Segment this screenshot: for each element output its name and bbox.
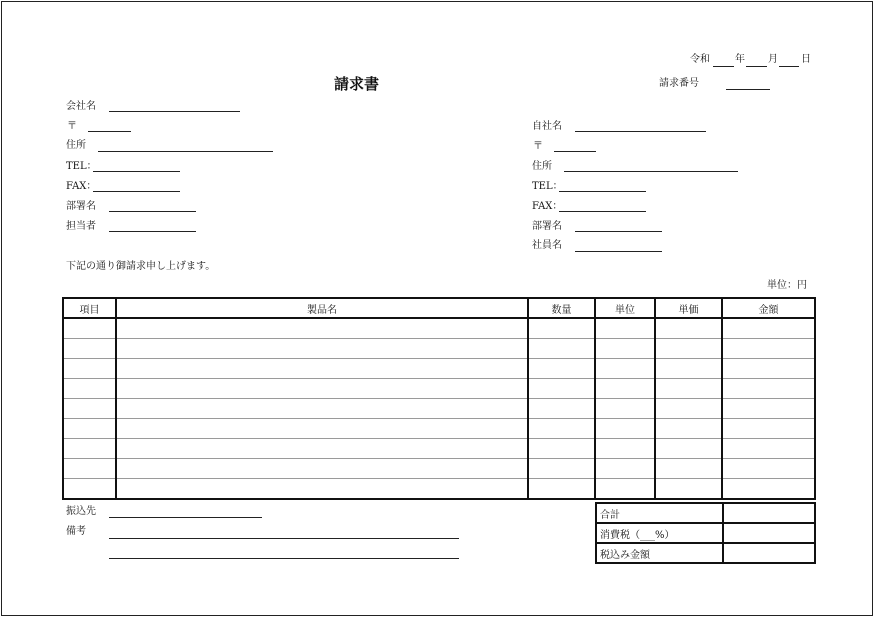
- table-cell[interactable]: [722, 359, 815, 379]
- table-cell[interactable]: [528, 479, 595, 500]
- sender-fax-field[interactable]: [559, 211, 646, 212]
- recipient-tel-label: TEL：: [66, 161, 97, 172]
- year-label: 年: [735, 54, 745, 65]
- table-cell[interactable]: [655, 399, 722, 419]
- table-cell[interactable]: [595, 479, 655, 500]
- column-header-unit: 単位: [595, 298, 655, 318]
- table-cell[interactable]: [595, 379, 655, 399]
- table-cell[interactable]: [116, 419, 528, 439]
- column-header-quantity: 数量: [528, 298, 595, 318]
- table-cell[interactable]: [63, 459, 116, 479]
- table-row: [63, 379, 815, 399]
- table-cell[interactable]: [595, 419, 655, 439]
- table-cell[interactable]: [595, 439, 655, 459]
- table-cell[interactable]: [722, 318, 815, 339]
- recipient-department-field[interactable]: [109, 211, 196, 212]
- table-row: [63, 439, 815, 459]
- sender-address-field[interactable]: [564, 171, 738, 172]
- sender-tel-label: TEL：: [532, 181, 563, 192]
- recipient-company-field[interactable]: [109, 111, 240, 112]
- recipient-fax-label: FAX：: [66, 181, 97, 192]
- table-row: [63, 359, 815, 379]
- items-table: [62, 297, 816, 500]
- table-cell[interactable]: [63, 379, 116, 399]
- table-cell[interactable]: [722, 459, 815, 479]
- sender-postal-label: 〒: [533, 141, 543, 152]
- recipient-person-field[interactable]: [109, 231, 196, 232]
- remarks-field-line-2[interactable]: [109, 558, 459, 559]
- table-cell[interactable]: [655, 439, 722, 459]
- table-cell[interactable]: [116, 399, 528, 419]
- table-cell[interactable]: [116, 339, 528, 359]
- table-row: [63, 419, 815, 439]
- subtotal-label: 合計: [596, 503, 723, 523]
- recipient-tel-field[interactable]: [93, 171, 180, 172]
- table-cell[interactable]: [528, 419, 595, 439]
- table-cell[interactable]: [63, 359, 116, 379]
- subtotal-value[interactable]: [723, 503, 815, 523]
- table-cell[interactable]: [655, 339, 722, 359]
- table-cell[interactable]: [722, 479, 815, 500]
- invoice-number-label: 請求番号: [659, 78, 699, 89]
- day-field[interactable]: [779, 66, 799, 67]
- month-field[interactable]: [746, 66, 767, 67]
- tax-row: [596, 523, 815, 543]
- table-cell[interactable]: [116, 379, 528, 399]
- sender-employee-label: 社員名: [532, 240, 562, 251]
- sender-postal-field[interactable]: [554, 151, 596, 152]
- table-cell[interactable]: [722, 379, 815, 399]
- column-header-unit-price: 単価: [655, 298, 722, 318]
- table-cell[interactable]: [528, 339, 595, 359]
- table-row: [63, 318, 815, 339]
- table-cell[interactable]: [722, 439, 815, 459]
- bank-label: 振込先: [66, 506, 96, 517]
- recipient-person-label: 担当者: [66, 221, 96, 232]
- subtotal-row: [596, 503, 815, 523]
- table-cell[interactable]: [595, 459, 655, 479]
- table-cell[interactable]: [655, 318, 722, 339]
- table-cell[interactable]: [528, 439, 595, 459]
- sender-company-field[interactable]: [575, 131, 706, 132]
- table-cell[interactable]: [595, 318, 655, 339]
- total-label: 税込み金額: [596, 543, 723, 563]
- total-value[interactable]: [723, 543, 815, 563]
- table-cell[interactable]: [722, 419, 815, 439]
- table-cell[interactable]: [116, 318, 528, 339]
- era-label: 令和: [690, 54, 710, 65]
- invoice-number-field[interactable]: [726, 89, 770, 90]
- table-row: [63, 459, 815, 479]
- recipient-postal-label: 〒: [67, 121, 77, 132]
- table-cell[interactable]: [116, 439, 528, 459]
- table-cell[interactable]: [528, 318, 595, 339]
- table-cell[interactable]: [528, 399, 595, 419]
- table-cell[interactable]: [655, 479, 722, 500]
- bank-field[interactable]: [109, 517, 262, 518]
- day-label: 日: [801, 54, 811, 65]
- sender-fax-label: FAX：: [532, 201, 563, 212]
- table-row: [63, 479, 815, 500]
- document-title: 請求書: [334, 75, 380, 93]
- sender-department-label: 部署名: [532, 221, 562, 232]
- table-cell[interactable]: [116, 459, 528, 479]
- sender-department-field[interactable]: [575, 231, 662, 232]
- column-header-amount: 金額: [722, 298, 815, 318]
- column-header-item: 項目: [63, 298, 116, 318]
- table-cell[interactable]: [722, 339, 815, 359]
- total-row: [596, 543, 815, 563]
- table-cell[interactable]: [63, 419, 116, 439]
- table-cell[interactable]: [528, 359, 595, 379]
- table-cell[interactable]: [722, 399, 815, 419]
- table-cell[interactable]: [655, 379, 722, 399]
- table-cell[interactable]: [63, 439, 116, 459]
- table-cell[interactable]: [116, 359, 528, 379]
- table-cell[interactable]: [655, 419, 722, 439]
- table-row: [63, 399, 815, 419]
- table-cell[interactable]: [595, 399, 655, 419]
- sender-company-label: 自社名: [532, 121, 562, 132]
- remarks-label: 備考: [66, 526, 86, 537]
- intro-text: 下記の通り御請求申し上げます。: [66, 261, 216, 272]
- unit-note: 単位：円: [767, 280, 807, 291]
- table-cell[interactable]: [528, 379, 595, 399]
- table-cell[interactable]: [655, 359, 722, 379]
- year-field[interactable]: [713, 66, 734, 67]
- sender-tel-field[interactable]: [559, 191, 646, 192]
- tax-value[interactable]: [723, 523, 815, 543]
- table-cell[interactable]: [63, 339, 116, 359]
- table-header-row: [63, 298, 815, 318]
- table-cell[interactable]: [63, 479, 116, 500]
- recipient-department-label: 部署名: [66, 201, 96, 212]
- sender-employee-field[interactable]: [575, 251, 662, 252]
- recipient-company-label: 会社名: [66, 101, 96, 112]
- recipient-address-label: 住所: [66, 140, 86, 151]
- table-cell[interactable]: [63, 399, 116, 419]
- table-cell[interactable]: [655, 459, 722, 479]
- table-row: [63, 339, 815, 359]
- totals-table: [595, 502, 816, 564]
- month-label: 月: [768, 54, 778, 65]
- column-header-product: 製品名: [116, 298, 528, 318]
- table-cell[interactable]: [116, 479, 528, 500]
- table-cell[interactable]: [528, 459, 595, 479]
- tax-label: 消費税（___%）: [596, 523, 723, 543]
- table-cell[interactable]: [63, 318, 116, 339]
- recipient-address-field[interactable]: [98, 151, 273, 152]
- table-cell[interactable]: [595, 359, 655, 379]
- sender-address-label: 住所: [532, 161, 552, 172]
- table-cell[interactable]: [595, 339, 655, 359]
- remarks-field-line-1[interactable]: [109, 538, 459, 539]
- recipient-fax-field[interactable]: [93, 191, 180, 192]
- recipient-postal-field[interactable]: [88, 131, 131, 132]
